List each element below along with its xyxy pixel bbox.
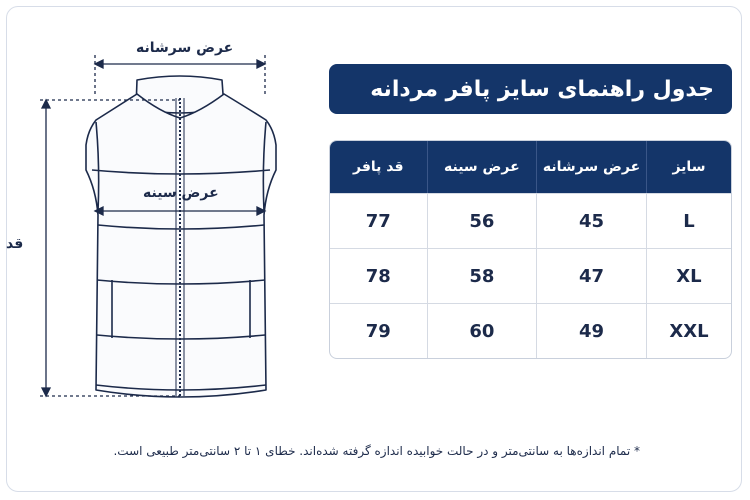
cell-length: 77 bbox=[330, 193, 427, 248]
cell-length: 79 bbox=[330, 303, 427, 358]
table-row bbox=[330, 303, 731, 358]
cell-chest-width: 60 bbox=[427, 303, 537, 358]
header-shoulder-width: عرض سرشانه bbox=[536, 141, 646, 193]
cell-chest-width: 56 bbox=[427, 193, 537, 248]
cell-size: XXL bbox=[646, 303, 731, 358]
table-row bbox=[330, 248, 731, 303]
cell-shoulder-width: 45 bbox=[536, 193, 646, 248]
cell-length: 78 bbox=[330, 248, 427, 303]
cell-chest-width: 58 bbox=[427, 248, 537, 303]
cell-shoulder-width: 49 bbox=[536, 303, 646, 358]
height-label: قد bbox=[6, 236, 24, 252]
table-row bbox=[330, 193, 731, 248]
cell-size: XL bbox=[646, 248, 731, 303]
page-title: جدول راهنمای سایز پافر مردانه bbox=[329, 64, 732, 114]
header-chest-width: عرض سینه bbox=[427, 141, 537, 193]
chest-width-label: عرض سینه bbox=[143, 185, 219, 201]
cell-shoulder-width: 47 bbox=[536, 248, 646, 303]
header-length: قد پافر bbox=[330, 141, 427, 193]
cell-size: L bbox=[646, 193, 731, 248]
shoulder-width-label: عرض سرشانه bbox=[136, 40, 234, 56]
table-header-row bbox=[330, 141, 731, 193]
size-table bbox=[329, 140, 732, 359]
footnote: * تمام اندازه‌ها به سانتی‌متر و در حالت خوابیده اندازه گرفته شده‌اند. خطای ۱ تا ۲ سانتی‌متر طبیعی است. bbox=[113, 444, 640, 458]
puffer-vest-illustration bbox=[0, 0, 320, 420]
header-size: سایز bbox=[646, 141, 731, 193]
